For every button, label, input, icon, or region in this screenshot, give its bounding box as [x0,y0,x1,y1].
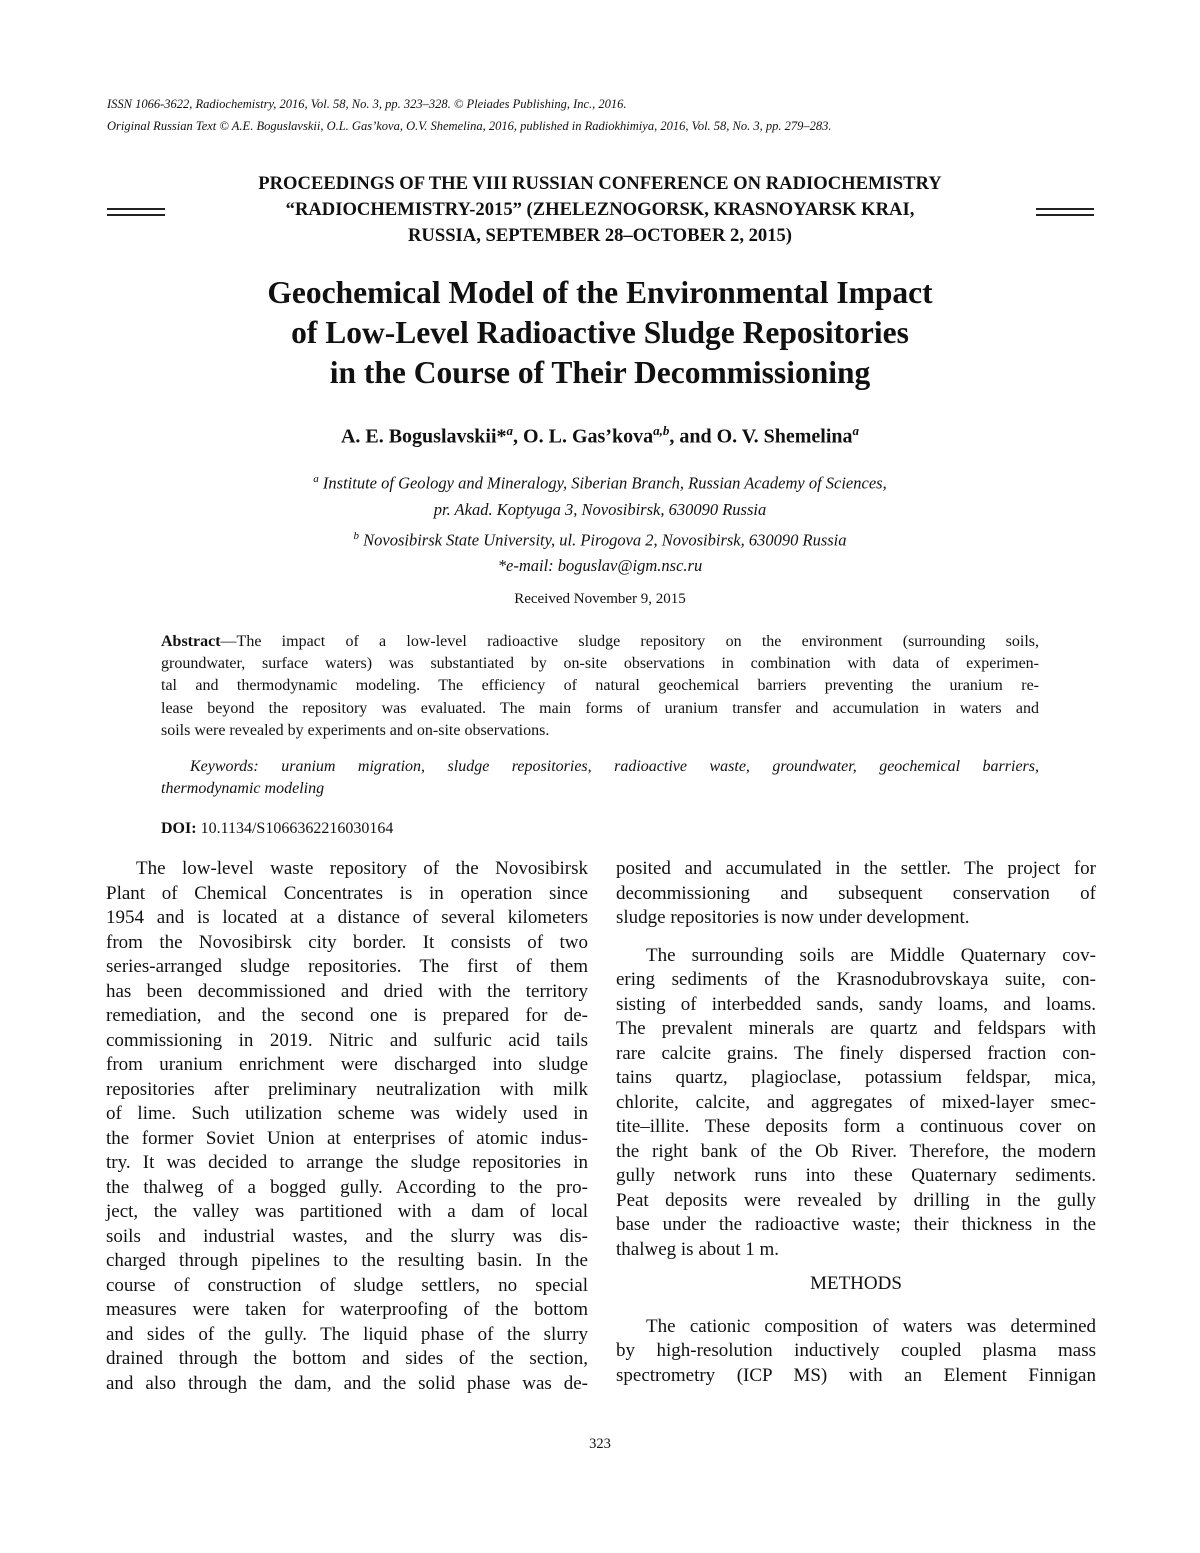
page-number: 323 [589,1436,611,1452]
body-line: charged through pipelines to the resulting basin. In the [106,1250,588,1271]
keywords-line: Keywords: uranium migration, sludge repositories, radioactive waste, groundwater, geochemical barriers, [190,758,1039,775]
abstract-line: soils were revealed by experiments and on-site observations. [161,721,550,739]
proceedings-heading [160,171,1040,249]
body-line: commissioning in 2019. Nitric and sulfuric acid tails [106,1029,588,1051]
affiliation-a-line [100,466,1100,497]
section-heading-methods: METHODS [810,1273,902,1294]
body-line: soils and industrial wastes, and the slurry was dis- [106,1225,588,1247]
affiliation-marker: a,b [653,423,670,438]
body-line: chlorite, calcite, and aggregates of mixed-layer smec- [616,1091,1096,1113]
body-line: 1954 and is located at a distance of several kilometers [106,907,588,928]
affiliation-marker: a [852,423,860,438]
double-rule-left [107,208,165,216]
body-line: course of construction of sludge settlers, no special [106,1274,588,1296]
body-line: posited and accumulated in the settler. The project for [616,858,1096,879]
author-list [100,418,1100,450]
body-line: The surrounding soils are Middle Quaternary cov- [646,944,1096,966]
body-line: Peat deposits were revealed by drilling in the gully [616,1189,1096,1211]
author-name: A. E. Boguslavskii* [340,425,507,448]
body-line: tains quartz, plagioclase, potassium feldspar, mica, [616,1067,1096,1088]
body-line: the thalweg of a bogged gully. According to the pro- [106,1176,588,1198]
affiliation-marker: a [313,473,319,485]
corresponding-email: *e-mail: boguslav@igm.nsc.ru [497,556,703,575]
body-line: remediation, and the second one is prepared for de- [106,1005,588,1026]
body-column-left [106,857,588,1396]
abstract-line: Abstract—The impact of a low-level radioactive sludge repository on the environment (surrounding soils, [161,633,1039,650]
keywords [161,756,1039,800]
author-name: O. V. Shemelina [716,425,853,448]
abstract-line: groundwater, surface waters) was substantiated by on-site observations in combination with data of experimen- [161,655,1039,673]
body-line: sisting of interbedded sands, sandy loams, and loams. [616,993,1096,1015]
proceedings-line: “RADIOCHEMISTRY-2015” (ZHELEZNOGORSK, KRASNOYARSK KRAI, [285,199,915,220]
double-rule-right [1036,208,1094,216]
paragraph-gap [616,931,1096,944]
body-line: rare calcite grains. The finely dispersed fraction con- [616,1042,1096,1064]
body-line: repositories after preliminary neutralization with milk [106,1078,588,1100]
body-line: has been decommissioned and dried with the territory [106,980,588,1002]
affiliation-marker: b [353,529,359,542]
body-line: the former Soviet Union at enterprises of atomic indus- [106,1127,588,1149]
body-line: and sides of the gully. The liquid phase of the slurry [106,1323,588,1345]
body-line: gully network runs into these Quaternary sediments. [616,1165,1096,1186]
body-line: from uranium enrichment were discharged into sludge [106,1054,588,1075]
author-separator: , [513,425,524,448]
body-line: series-arranged sludge repositories. The first of them [106,956,588,977]
title-line: of Low-Level Radioactive Sludge Repositories [291,315,909,350]
body-line: base under the radioactive waste; their thickness in the [616,1214,1096,1235]
abstract-label: Abstract [161,633,221,650]
body-line: from the Novosibirsk city border. It consists of two [106,931,588,953]
body-line: The prevalent minerals are quartz and feldspars with [616,1018,1096,1039]
body-line: drained through the bottom and sides of the section, [106,1348,588,1369]
keywords-line: thermodynamic modeling [161,780,325,798]
body-line: and also through the dam, and the solid phase was de- [106,1372,588,1394]
journal-citation-line: ISSN 1066-3622, Radiochemistry, 2016, Vol. 58, No. 3, pp. 323–328. © Pleiades Publishing, Inc., 2016. [107,97,627,111]
abstract [161,631,1039,742]
doi [161,818,393,840]
body-line: the right bank of the Ob River. Therefore, the modern [616,1140,1096,1162]
body-line: sludge repositories is now under development. [616,907,970,928]
body-line: Plant of Chemical Concentrates is in operation since [106,882,588,904]
body-line: The cationic composition of waters was determined [646,1315,1096,1337]
proceedings-line: PROCEEDINGS OF THE VIII RUSSIAN CONFERENCE ON RADIOCHEMISTRY [258,173,942,194]
title-line: in the Course of Their Decommissioning [329,355,871,390]
affiliation-text: Institute of Geology and Mineralogy, Siberian Branch, Russian Academy of Sciences, [318,473,887,493]
abstract-line: tal and thermodynamic modeling. The efficiency of natural geochemical barriers preventing the uranium re- [161,677,1039,695]
affiliations [100,466,1100,579]
body-line: tite–illite. These deposits form a continuous cover on [616,1116,1096,1137]
affiliation-text: Novosibirsk State University, ul. Pirogova 2, Novosibirsk, 630090 Russia [359,530,847,549]
affiliation-marker: a [506,423,514,438]
doi-label: DOI: [161,820,197,837]
abstract-line: lease beyond the repository was evaluated. The main forms of uranium transfer and accumulation in waters and [161,699,1039,717]
paper-title [100,273,1100,393]
received-date: Received November 9, 2015 [514,591,686,607]
title-line: Geochemical Model of the Environmental Impact [267,275,933,310]
affiliation-b-line [100,523,1100,554]
body-line: of lime. Such utilization scheme was widely used in [106,1103,588,1124]
body-line: ering sediments of the Krasnodubrovskaya suite, con- [616,969,1096,990]
original-text-line: Original Russian Text © A.E. Boguslavskii, O.L. Gas’kova, O.V. Shemelina, 2016, published in Radiokhimiya, 2016, Vol. 58, No. 3, pp. 279–283. [107,119,832,133]
author-separator: , and [669,425,717,448]
body-line: try. It was decided to arrange the sludge repositories in [106,1152,588,1173]
body-line: ject, the valley was partitioned with a dam of local [106,1201,588,1222]
body-line: decommissioning and subsequent conservation of [616,882,1096,904]
body-column-right [616,857,1096,1388]
proceedings-line: RUSSIA, SEPTEMBER 28–OCTOBER 2, 2015) [408,225,792,246]
body-line: measures were taken for waterproofing of the bottom [106,1299,588,1320]
author-name: O. L. Gas’kova [523,425,654,448]
body-line: spectrometry (ICP MS) with an Element Finnigan [616,1364,1096,1386]
body-line: by high-resolution inductively coupled plasma mass [616,1340,1096,1361]
body-line: thalweg is about 1 m. [616,1238,780,1260]
doi-value: 10.1134/S1066362216030164 [196,820,394,837]
body-line: The low-level waste repository of the Novosibirsk [136,858,588,879]
affiliation-a-address: pr. Akad. Koptyuga 3, Novosibirsk, 630090 Russia [433,499,767,519]
